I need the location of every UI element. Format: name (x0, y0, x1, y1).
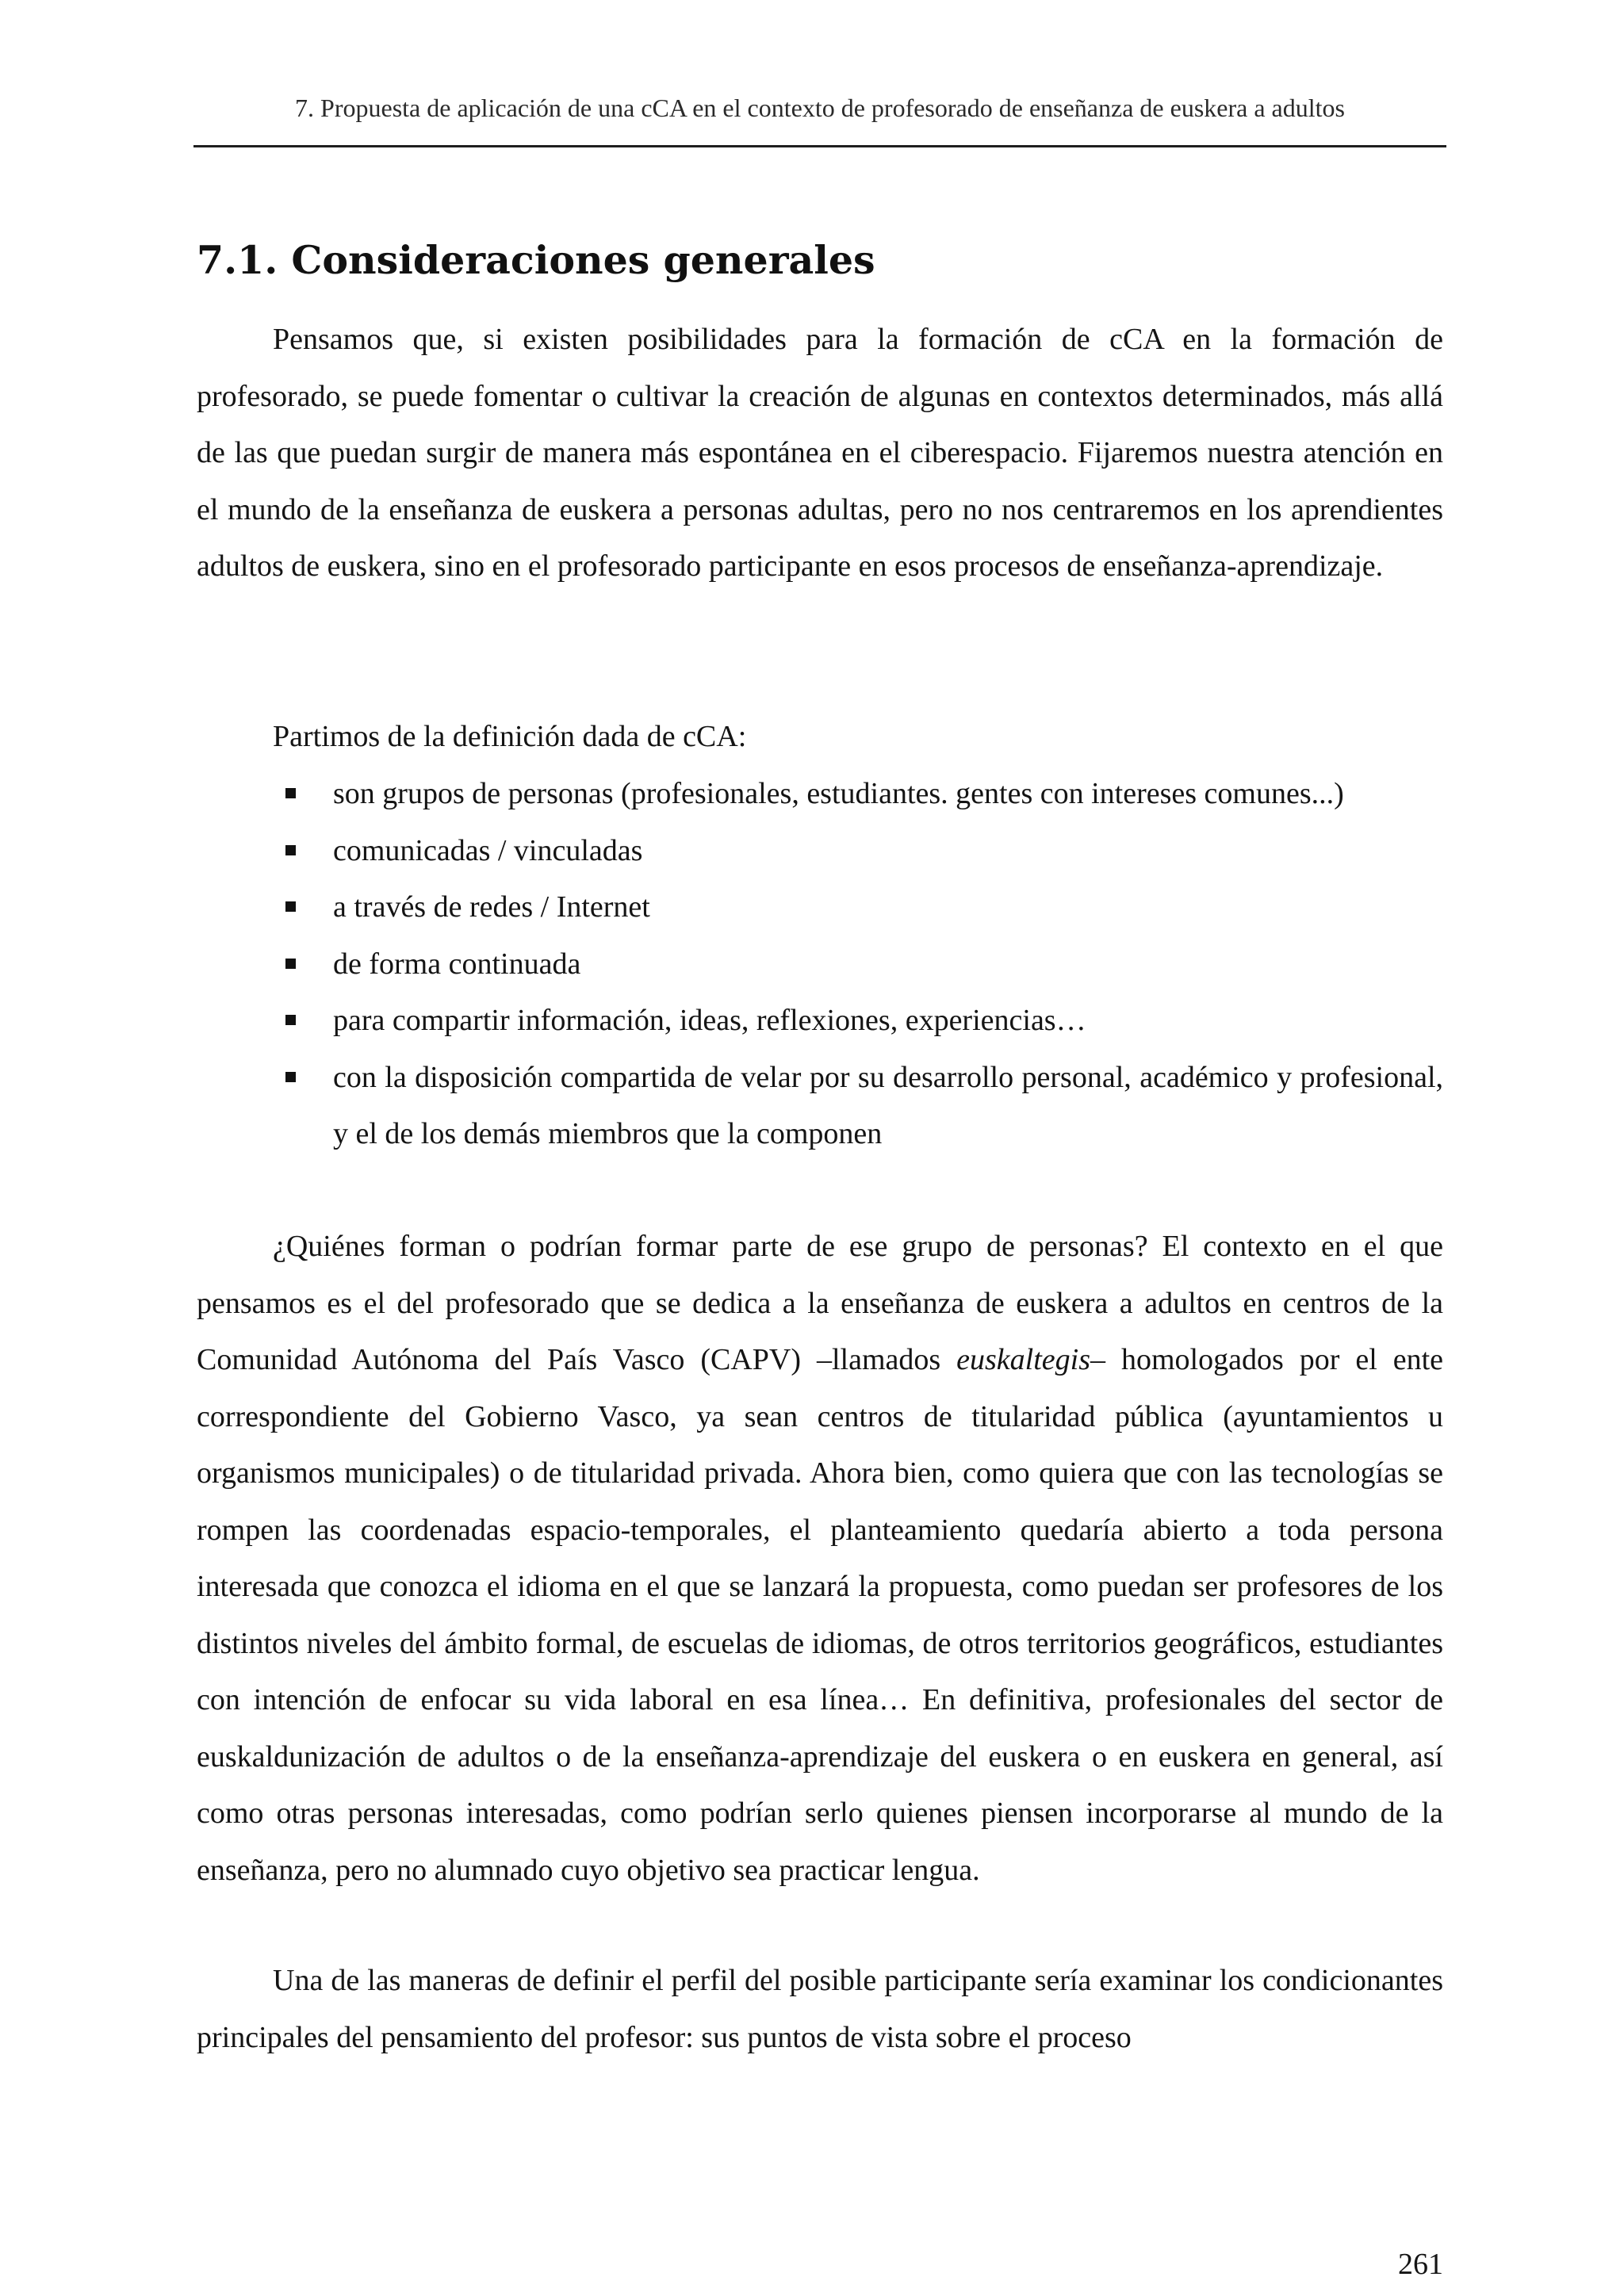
page-number: 261 (1398, 2248, 1443, 2281)
list-item (197, 766, 1443, 823)
running-header: 7. Propuesta de aplicación de una cCA en el contexto de profesorado de enseñanza de euskera a adultos (295, 94, 1345, 122)
list-item-text: con la disposición compartida de velar por su desarrollo personal, académico y profesional, y el de los demás miembros que la componen (333, 1060, 1443, 1150)
square-bullet-icon (285, 845, 296, 855)
paragraph-context (197, 1219, 1443, 1899)
euskaltegis-term: euskaltegis (956, 1343, 1090, 1376)
list-item (197, 1050, 1443, 1163)
paragraph-intro: Pensamos que, si existen posibilidades para la formación de cCA en la formación de profesorado, se puede fomentar o cultivar la creación de algunas en contextos determinados, más allá de las que puedan surgir de manera más espontánea en el ciberespacio. Fijaremos nuestra atención en el mundo de la enseñanza de euskera a personas adultas, pero no nos centraremos en los aprendientes adultos de euskera, sino en el profesorado participante en esos procesos de enseñanza-aprendizaje. (197, 323, 1443, 583)
list-item (197, 936, 1443, 993)
list-item (197, 823, 1443, 880)
paragraph-profile: Una de las maneras de definir el perfil del posible participante sería examinar los condicionantes principales del pensamiento del profesor: sus puntos de vista sobre el proceso (197, 1964, 1443, 2054)
square-bullet-icon (285, 1015, 296, 1025)
list-item (197, 993, 1443, 1050)
definition-list (197, 766, 1443, 1163)
header-rule (193, 145, 1446, 147)
list-item-text: comunicadas / vinculadas (333, 833, 643, 867)
square-bullet-icon (285, 788, 296, 798)
list-item (197, 879, 1443, 936)
paragraph-definition-intro: Partimos de la definición dada de cCA: (273, 720, 747, 753)
list-item-text: son grupos de personas (profesionales, estudiantes. gentes con intereses comunes...) (333, 777, 1344, 810)
paragraph-context-text-a: ¿Quiénes forman o podrían formar parte de ese grupo de personas? El contexto en el que pensamos es el del profesorado que se dedica a la enseñanza de euskera a adultos en centros de la Comunidad Autónoma del País Vasco (CAPV) –llamados (197, 1230, 1443, 1376)
square-bullet-icon (285, 901, 296, 912)
section-title: 7.1. Consideraciones generales (197, 237, 875, 283)
list-item-text: para compartir información, ideas, reflexiones, experiencias… (333, 1004, 1086, 1037)
list-item-text: a través de redes / Internet (333, 890, 650, 924)
list-item-text: de forma continuada (333, 947, 581, 981)
square-bullet-icon (285, 959, 296, 969)
paragraph-context-text-b: – homologados por el ente correspondiente del Gobierno Vasco, ya sean centros de titularidad pública (ayuntamientos u organismos municipales) o de titularidad privada. Ahora bien, como quiera que con las tecnologías se rompen las coordenadas espacio-temporales, el planteamiento quedaría abierto a toda persona interesada que conozca el idioma en el que se lanzará la propuesta, como puedan ser profesores de los distintos niveles del ámbito formal, de escuelas de idiomas, de otros territorios geográficos, estudiantes con intención de enfocar su vida laboral en esa línea… En definitiva, profesionales del sector de euskaldunización de adultos o de la enseñanza-aprendizaje del euskera o en euskera en general, así como otras personas interesadas, como podrían serlo quienes piensen incorporarse al mundo de la enseñanza, pero no alumnado cuyo objetivo sea practicar lengua. (197, 1343, 1444, 1887)
square-bullet-icon (285, 1072, 296, 1082)
